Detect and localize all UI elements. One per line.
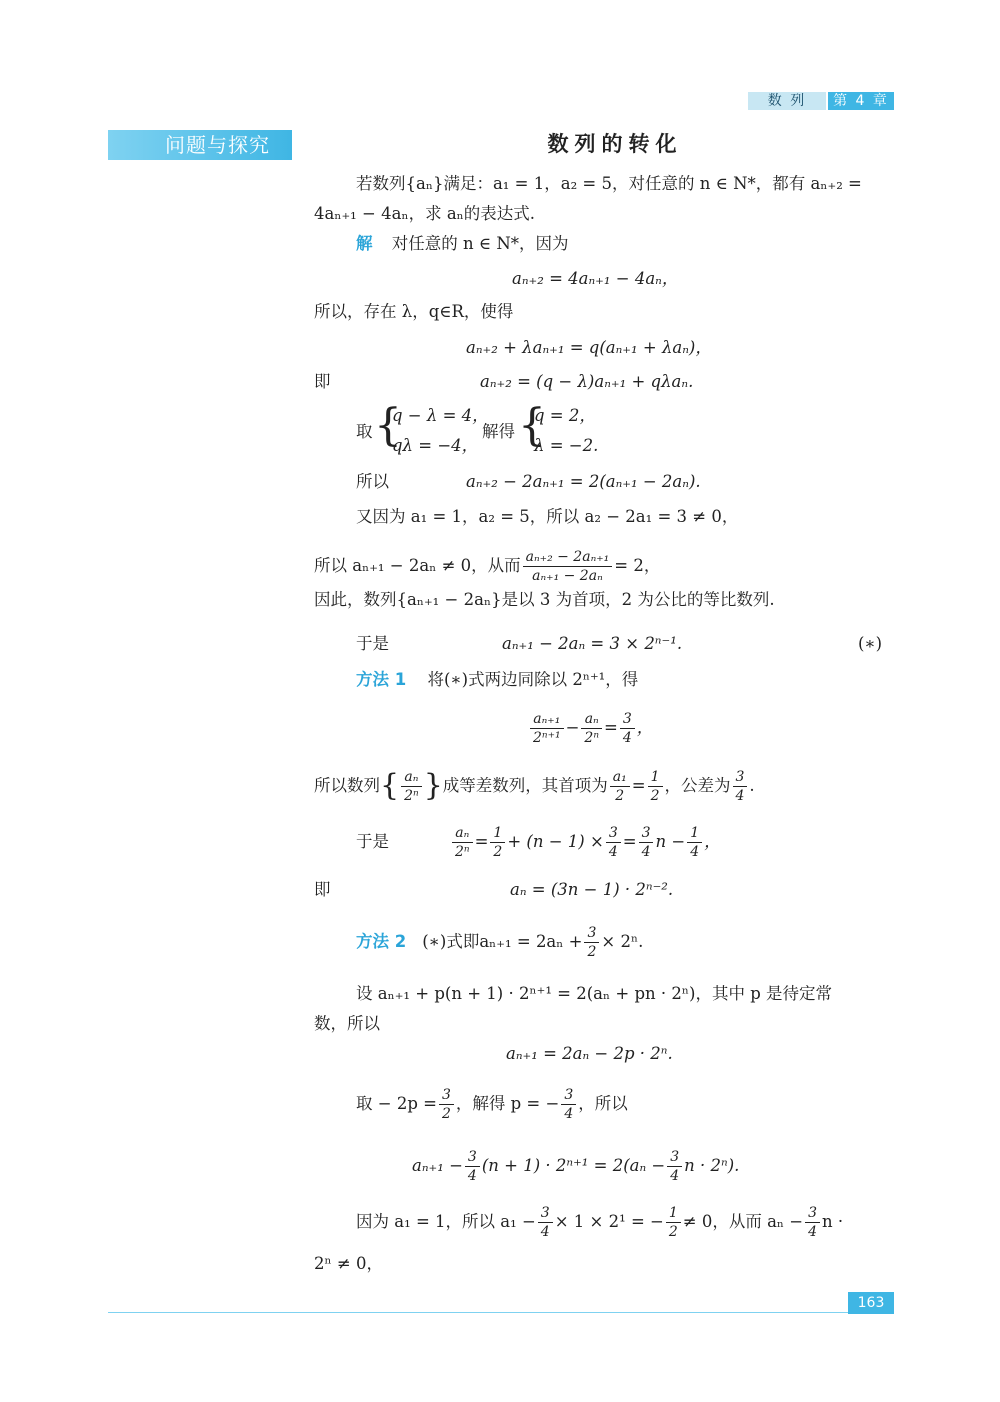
text-line bbox=[356, 1084, 628, 1124]
fraction bbox=[465, 1148, 480, 1185]
equation: qλ = −4， bbox=[392, 436, 479, 455]
text-line: 4aₙ₊₁ − 4aₙ，求 aₙ的表达式. bbox=[314, 204, 536, 223]
numerator: aₙ₊₂ − 2aₙ₊₁ bbox=[523, 548, 613, 567]
numerator: a₁ bbox=[610, 768, 630, 787]
text-segment: n · 2ⁿ). bbox=[684, 1156, 740, 1175]
fraction bbox=[639, 824, 654, 861]
equation bbox=[450, 822, 721, 862]
method-1-label: 方法 1 bbox=[356, 670, 407, 689]
denominator: 4 bbox=[540, 1223, 550, 1240]
text-segment: 取 − 2p = bbox=[356, 1094, 437, 1113]
fraction bbox=[648, 768, 663, 805]
fraction bbox=[610, 768, 630, 805]
denominator: 2ⁿ⁺¹ bbox=[533, 729, 561, 746]
fraction bbox=[401, 768, 422, 805]
text-segment: ，公差为 bbox=[664, 776, 731, 795]
fraction bbox=[805, 1204, 820, 1241]
text-segment: ，所以 bbox=[578, 1094, 628, 1113]
fraction bbox=[561, 1086, 576, 1123]
text-line: 又因为 a₁ = 1，a₂ = 5，所以 a₂ − 2a₁ = 3 ≠ 0， bbox=[356, 507, 739, 526]
operator: = bbox=[474, 832, 489, 851]
equation: aₙ = (3n − 1) · 2ⁿ⁻². bbox=[510, 880, 674, 899]
text-line bbox=[356, 1202, 843, 1242]
denominator: 4 bbox=[808, 1223, 818, 1240]
denominator: 4 bbox=[564, 1105, 574, 1122]
text-line: 若数列{aₙ}满足：a₁ = 1，a₂ = 5，对任意的 n ∈ N*，都有 aₙ₊₂ = bbox=[356, 174, 862, 193]
numerator: 1 bbox=[687, 824, 702, 843]
denominator: 2ⁿ bbox=[584, 729, 600, 746]
text-segment: 成等差数列，其首项为 bbox=[442, 776, 608, 795]
text-segment: 对任意的 n ∈ N*，因为 bbox=[391, 234, 569, 253]
numerator: 3 bbox=[667, 1148, 682, 1167]
numerator: 1 bbox=[490, 824, 505, 843]
equation: aₙ₊₂ + λaₙ₊₁ = q(aₙ₊₁ + λaₙ)， bbox=[466, 338, 712, 357]
numerator: aₙ₊₁ bbox=[530, 710, 564, 729]
fraction bbox=[667, 1148, 682, 1185]
text-segment: aₙ₊₁ − bbox=[412, 1156, 463, 1175]
denominator: 4 bbox=[735, 787, 745, 804]
operator: ， bbox=[636, 718, 654, 737]
fraction bbox=[490, 824, 505, 861]
numerator: 3 bbox=[620, 710, 635, 729]
fraction bbox=[584, 924, 599, 961]
footer-rule bbox=[108, 1312, 894, 1313]
page-number: 163 bbox=[848, 1292, 894, 1314]
operator: ， bbox=[704, 832, 721, 851]
equation: aₙ₊₂ = (q − λ)aₙ₊₁ + qλaₙ. bbox=[480, 372, 694, 391]
fraction bbox=[687, 824, 702, 861]
fraction bbox=[606, 824, 621, 861]
text-line: 所以，存在 λ，q∈R，使得 bbox=[314, 302, 514, 321]
text-line bbox=[356, 232, 569, 256]
denominator: 4 bbox=[641, 843, 651, 860]
denominator: 2 bbox=[493, 843, 503, 860]
chapter-number: 第 4 章 bbox=[828, 92, 894, 110]
chapter-name: 数 列 bbox=[748, 92, 826, 110]
text-line: 2ⁿ ≠ 0， bbox=[314, 1254, 383, 1273]
numerator: 1 bbox=[648, 768, 663, 787]
denominator: aₙ₊₁ − 2aₙ bbox=[532, 567, 603, 584]
numerator: 3 bbox=[584, 924, 599, 943]
denominator: 2 bbox=[615, 787, 625, 804]
denominator: 2 bbox=[668, 1223, 678, 1240]
brace: { bbox=[380, 768, 400, 803]
text-line bbox=[356, 668, 638, 692]
operator: . bbox=[749, 776, 755, 795]
operator: = bbox=[631, 776, 646, 795]
brace: } bbox=[423, 768, 443, 803]
text-segment: n − bbox=[655, 832, 686, 851]
fraction bbox=[530, 710, 564, 747]
denominator: 4 bbox=[467, 1167, 477, 1184]
text-segment: ≠ 0，从而 aₙ − bbox=[682, 1212, 804, 1231]
numerator: 3 bbox=[805, 1204, 820, 1223]
equation: aₙ₊₁ − 2aₙ = 3 × 2ⁿ⁻¹. bbox=[502, 634, 683, 653]
brace: { bbox=[518, 400, 546, 451]
method-2-label: 方法 2 bbox=[356, 932, 407, 951]
text-line: 数，所以 bbox=[314, 1014, 380, 1033]
text-segment: n · bbox=[822, 1212, 844, 1231]
equation: aₙ₊₂ = 4aₙ₊₁ − 4aₙ， bbox=[512, 269, 679, 288]
equation: q − λ = 4， bbox=[392, 406, 489, 425]
numerator: 3 bbox=[439, 1086, 454, 1105]
denominator: 4 bbox=[622, 729, 632, 746]
section-label: 问题与探究 bbox=[108, 130, 292, 160]
operator: = bbox=[604, 718, 618, 737]
fraction bbox=[733, 768, 748, 805]
denominator: 4 bbox=[670, 1167, 680, 1184]
equation bbox=[412, 1146, 739, 1186]
text-line: 设 aₙ₊₁ + p(n + 1) · 2ⁿ⁺¹ = 2(aₙ + pn · 2ⁿ)，其中 p 是待定常 bbox=[356, 984, 833, 1003]
operator: = bbox=[622, 832, 637, 851]
text-line: 即 bbox=[314, 372, 331, 391]
text-line: 取 bbox=[356, 422, 373, 441]
text-segment: × 1 × 2¹ = − bbox=[554, 1212, 664, 1231]
equation: aₙ₊₁ = 2aₙ − 2p · 2ⁿ. bbox=[506, 1044, 673, 1063]
fraction bbox=[538, 1204, 553, 1241]
equation bbox=[528, 708, 653, 748]
text-segment: × 2ⁿ. bbox=[601, 932, 644, 951]
equation: aₙ₊₂ − 2aₙ₊₁ = 2(aₙ₊₁ − 2aₙ). bbox=[466, 472, 701, 491]
text-line bbox=[314, 546, 660, 586]
equation: q = 2， bbox=[534, 406, 596, 425]
numerator: 3 bbox=[606, 824, 621, 843]
denominator: 2ⁿ bbox=[455, 843, 470, 860]
fraction bbox=[620, 710, 635, 747]
numerator: 3 bbox=[639, 824, 654, 843]
text-segment: (∗)式即aₙ₊₁ = 2aₙ + bbox=[422, 932, 583, 951]
denominator: 2 bbox=[587, 943, 597, 960]
equation: λ = −2. bbox=[534, 436, 599, 455]
page-title: 数列的转化 bbox=[547, 132, 683, 156]
text-line: 因此，数列{aₙ₊₁ − 2aₙ}是以 3 为首项，2 为公比的等比数列. bbox=[314, 590, 775, 609]
text-line bbox=[314, 764, 755, 808]
text-segment: 所以数列 bbox=[314, 776, 380, 795]
text-line: 所以 bbox=[356, 472, 389, 491]
text-line: 于是 bbox=[356, 634, 389, 653]
text-segment: = 2， bbox=[614, 556, 661, 575]
fraction bbox=[439, 1086, 454, 1123]
numerator: 3 bbox=[561, 1086, 576, 1105]
text-segment: ，解得 p = − bbox=[455, 1094, 560, 1113]
text-line bbox=[356, 922, 643, 962]
fraction bbox=[452, 824, 473, 861]
numerator: aₙ bbox=[401, 768, 422, 787]
solution-label: 解 bbox=[356, 234, 373, 253]
numerator: 3 bbox=[733, 768, 748, 787]
text-line: 于是 bbox=[356, 832, 389, 851]
numerator: 3 bbox=[465, 1148, 480, 1167]
denominator: 2 bbox=[441, 1105, 451, 1122]
denominator: 4 bbox=[690, 843, 700, 860]
text-segment: (n + 1) · 2ⁿ⁺¹ = 2(aₙ − bbox=[481, 1156, 666, 1175]
fraction bbox=[523, 548, 613, 585]
denominator: 4 bbox=[608, 843, 618, 860]
denominator: 2 bbox=[650, 787, 660, 804]
numerator: aₙ bbox=[452, 824, 473, 843]
numerator: 1 bbox=[666, 1204, 681, 1223]
text-segment: 将(∗)式两边同除以 2ⁿ⁺¹，得 bbox=[427, 670, 639, 689]
denominator: 2ⁿ bbox=[404, 787, 419, 804]
fraction bbox=[581, 710, 602, 747]
text-line: 解得 bbox=[482, 422, 515, 441]
text-segment: + (n − 1) × bbox=[507, 832, 604, 851]
text-line: 即 bbox=[314, 880, 331, 899]
numerator: 3 bbox=[538, 1204, 553, 1223]
brace: { bbox=[374, 400, 402, 451]
fraction bbox=[666, 1204, 681, 1241]
text-segment: 所以 aₙ₊₁ − 2aₙ ≠ 0，从而 bbox=[314, 556, 521, 575]
operator: − bbox=[565, 718, 580, 737]
equation-tag: (∗) bbox=[858, 634, 883, 653]
text-segment: 因为 a₁ = 1，所以 a₁ − bbox=[356, 1212, 536, 1231]
numerator: aₙ bbox=[581, 710, 602, 729]
